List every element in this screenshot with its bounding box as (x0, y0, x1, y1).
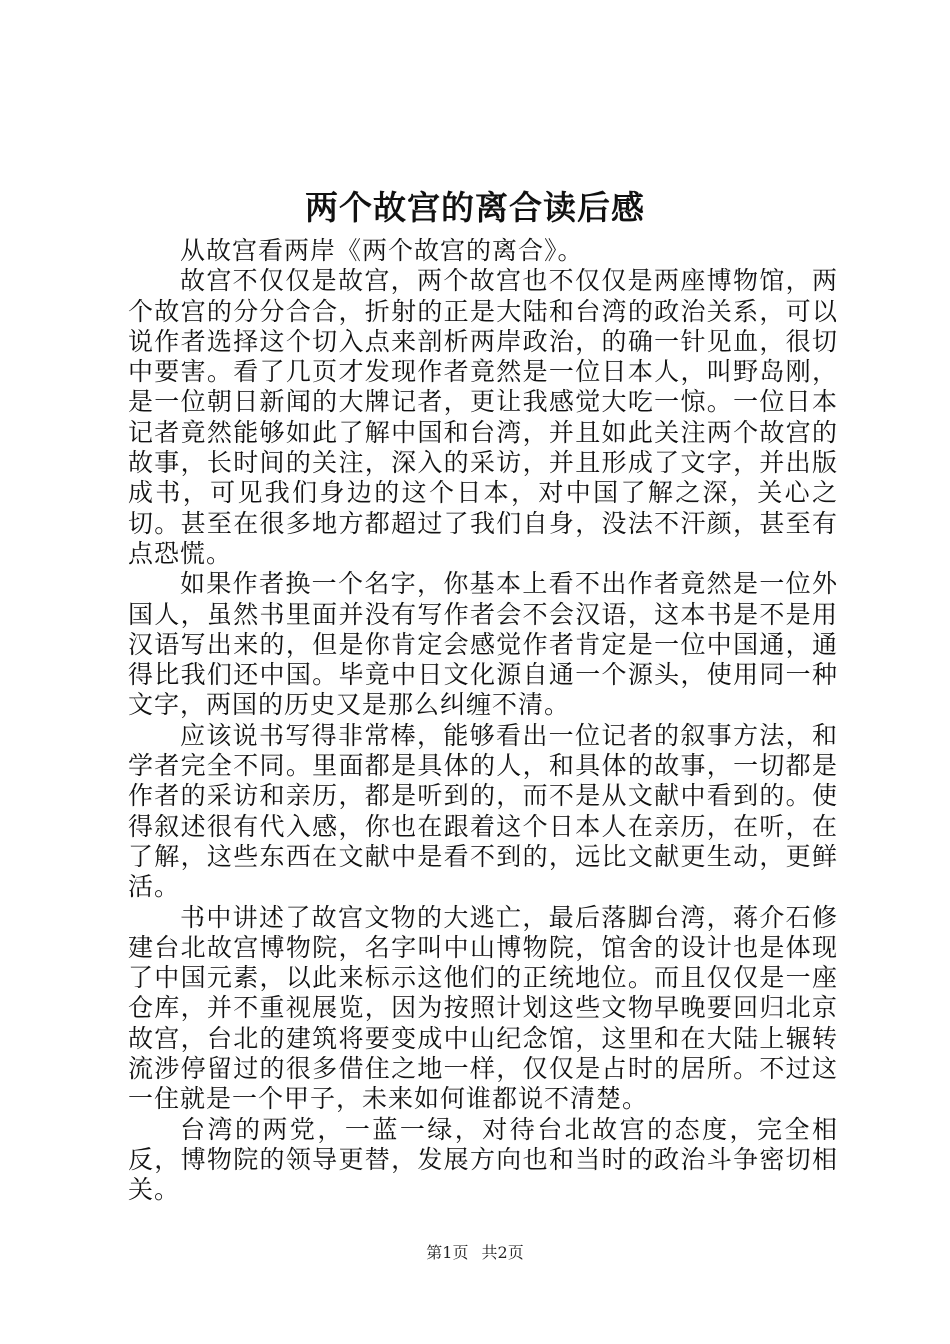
document-body (128, 236, 838, 1206)
page-footer (0, 1243, 950, 1263)
paragraph-narrative-style: 应该说书写得非常棒，能够看出一位记者的叙事方法，和学者完全不同。里面都是具体的人，和具体的故事，一切都是作者的采访和亲历，都是听到的，而不是从文献中看到的。使得叙述很有代入感，你也在跟着这个日本人在亲历，在听，在了解，这些东西在文献中是看不到的，远比文献更生动，更鲜活。 (128, 720, 838, 902)
page-number: 第1页 (426, 1243, 469, 1262)
document-title: 两个故宫的离合读后感 (305, 188, 645, 227)
paragraph-intro: 从故宫看两岸《两个故宫的离合》。 (180, 236, 584, 265)
paragraph-taiwan-parties: 台湾的两党，一蓝一绿，对待台北故宫的态度，完全相反，博物院的领导更替，发展方向也和当时的政治斗争密切相关。 (128, 1114, 838, 1205)
paragraph-relic-escape: 书中讲述了故宫文物的大逃亡，最后落脚台湾，蒋介石修建台北故宫博物院，名字叫中山博物院，馆舍的设计也是体现了中国元素，以此来标示这他们的正统地位。而且仅仅是一座仓库，并不重视展览，因为按照计划这些文物早晚要回归北京故宫，台北的建筑将要变成中山纪念馆，这里和在大陆上辗转流涉停留过的很多借住之地一样，仅仅是占时的居所。不过这一住就是一个甲子，未来如何谁都说不清楚。 (128, 902, 838, 1114)
page-total: 共2页 (481, 1243, 524, 1262)
paragraph-two-palaces: 故宫不仅仅是故宫，两个故宫也不仅仅是两座博物馆，两个故宫的分分合合，折射的正是大陆和台湾的政治关系，可以说作者选择这个切入点来剖析两岸政治，的确一针见血，很切中要害。看了几页才发现作者竟然是一位日本人，叫野岛刚，是一位朝日新闻的大牌记者，更让我感觉大吃一惊。一位日本记者竟然能够如此了解中国和台湾，并且如此关注两个故宫的故事，长时间的关注，深入的采访，并且形成了文字，并出版成书，可见我们身边的这个日本，对中国了解之深，关心之切。甚至在很多地方都超过了我们自身，没法不汗颜，甚至有点恐慌。 (128, 266, 838, 568)
paragraph-author-identity: 如果作者换一个名字，你基本上看不出作者竟然是一位外国人，虽然书里面并没有写作者会不会汉语，这本书是不是用汉语写出来的，但是你肯定会感觉作者肯定是一位中国通，通得比我们还中国。毕竟中日文化源自通一个源头，使用同一种文字，两国的历史又是那么纠缠不清。 (128, 569, 838, 720)
